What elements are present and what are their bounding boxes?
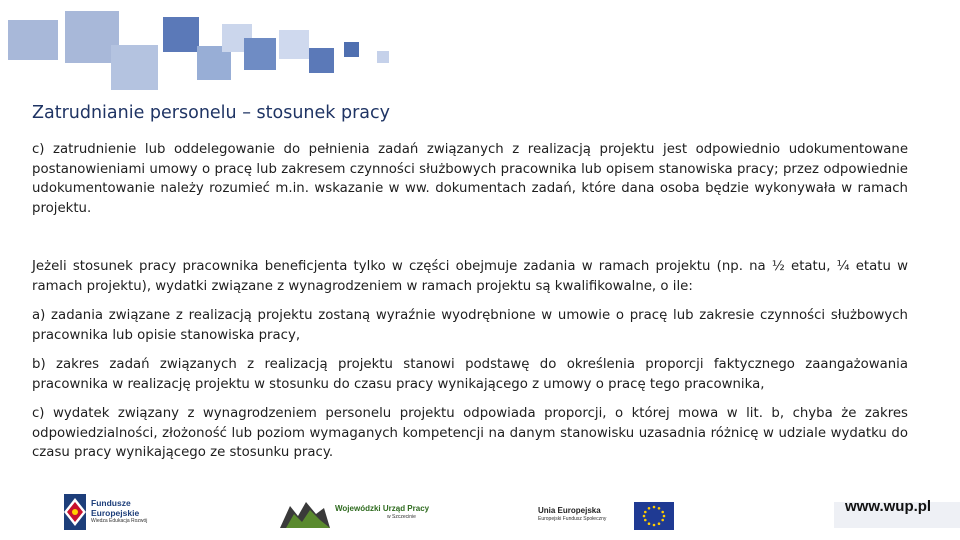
fe-emblem-icon: [64, 494, 86, 530]
wup-emblem-icon: [280, 498, 330, 528]
deco-square: [111, 45, 158, 90]
deco-square: [377, 51, 389, 63]
fe-line3: Wiedza Edukacja Rozwój: [91, 518, 148, 524]
paragraph-c-intro: c) zatrudnienie lub oddelegowanie do pełnienia zadań związanych z realizacją projektu jest odpowiednio udokumentowane postanowieniami umowy o pracę lub zakresem czynności służbowych pracownika lub opisem stanowiska pracy; przez odpowiednie udokumentowanie należy rozumieć m.in. wskazanie w ww. dokumentach zadań, które dana osoba będzie wykonywała w ramach projektu.: [32, 142, 908, 216]
deco-square: [244, 38, 276, 70]
fe-line1: Fundusze: [91, 498, 131, 508]
paragraph-c: c) wydatek związany z wynagrodzeniem personelu projektu odpowiada proporcji, o której mowa w lit. b, chyba że zakres odpowiedzialności, złożoność lub poziom wymaganych kompetencji na danym stanowisku uzasadnia różnicę w udziale wydatku do czasu pracy wynikającego ze stosunku pracy.: [32, 406, 908, 460]
wup-line1: Wojewódzki Urząd Pracy: [335, 504, 430, 513]
wup-line2: w Szczecinie: [387, 514, 416, 520]
ue-line1: Unia Europejska: [538, 506, 601, 515]
deco-square: [309, 48, 334, 73]
paragraph-a: a) zadania związane z realizacją projektu zostaną wyraźnie wyodrębnione w umowie o pracę lub zakresie czynności służbowych pracownika lub opisie stanowiska pracy,: [32, 308, 908, 343]
deco-square: [279, 30, 309, 59]
ue-line2: Europejski Fundusz Społeczny: [538, 516, 607, 522]
paragraph-condition: Jeżeli stosunek pracy pracownika beneficjenta tylko w części obejmuje zadania w ramach projektu (np. na ½ etatu, ¼ etatu w ramach projektu), wydatki związane z wynagrodzeniem w ramach projektu są kwalifikowalne, o ile:: [32, 259, 908, 294]
deco-square: [163, 17, 199, 52]
website-url[interactable]: www.wup.pl: [845, 498, 932, 515]
paragraph-b: b) zakres zadań związanych z realizacją projektu stanowi podstawę do określenia proporcji faktycznego zaangażowania pracownika w realizację projektu w stosunku do czasu pracy wynikającego z umowy o pracę tego pracownika,: [32, 357, 908, 392]
logo-unia-europejska: [538, 500, 678, 532]
logo-wup: [280, 498, 430, 530]
eu-flag-icon: [634, 502, 674, 530]
page-title: Zatrudnianie personelu – stosunek pracy: [32, 103, 390, 123]
fe-line2: Europejskie: [91, 508, 140, 518]
logo-fundusze-europejskie: [64, 494, 174, 532]
deco-square: [8, 20, 58, 60]
deco-square: [344, 42, 359, 57]
